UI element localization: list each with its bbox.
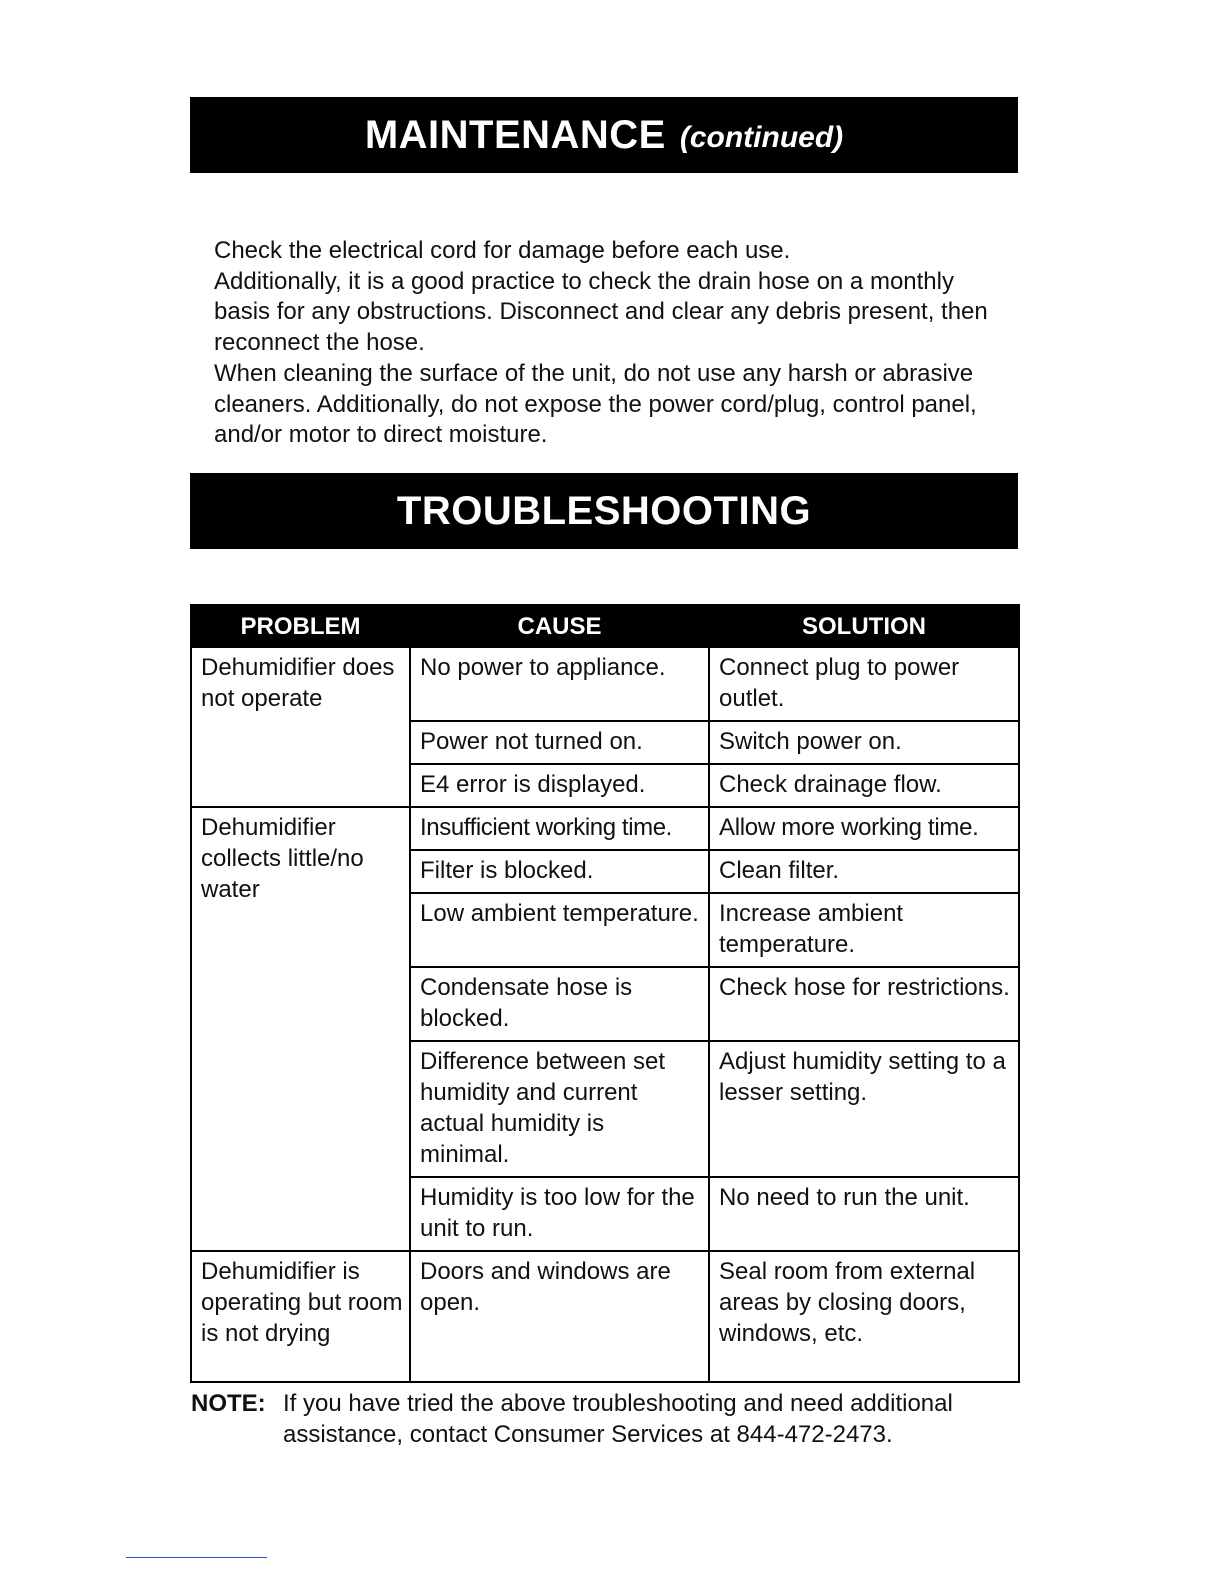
troubleshooting-table: [190, 604, 1020, 1383]
solution-cell: Seal room from external areas by closing doors, windows, etc.: [709, 1251, 1019, 1382]
solution-cell: Clean filter.: [709, 850, 1019, 893]
solution-cell: Connect plug to power outlet.: [709, 647, 1019, 721]
maintenance-banner: [190, 97, 1018, 173]
note-text: If you have tried the above troubleshooting and need additional assistance, contact Consumer Services at 844-472-2473.: [283, 1390, 953, 1448]
problem-cell: Dehumidifier is operating but room is not drying: [191, 1251, 410, 1382]
note-label: NOTE:: [191, 1390, 266, 1417]
table-row: [191, 647, 1019, 721]
footer-divider: [126, 1557, 267, 1558]
maintenance-subtitle: (continued): [679, 121, 844, 154]
cause-cell: Humidity is too low for the unit to run.: [410, 1177, 709, 1251]
header-solution: SOLUTION: [709, 605, 1019, 647]
table-header-row: [191, 605, 1019, 647]
problem-cell: Dehumidifier collects little/no water: [191, 807, 410, 1251]
cause-cell: No power to appliance.: [410, 647, 709, 721]
solution-cell: No need to run the unit.: [709, 1177, 1019, 1251]
header-problem: PROBLEM: [191, 605, 410, 647]
cause-cell: Doors and windows are open.: [410, 1251, 709, 1382]
solution-cell: Allow more working time.: [709, 807, 1019, 850]
table-row: [191, 807, 1019, 850]
cause-cell: Difference between set humidity and current actual humidity is minimal.: [410, 1041, 709, 1177]
solution-cell: Switch power on.: [709, 721, 1019, 764]
cause-cell: Insufficient working time.: [410, 807, 709, 850]
header-cause: CAUSE: [410, 605, 709, 647]
maintenance-paragraph-1: Check the electrical cord for damage before each use.: [214, 237, 791, 264]
note: [191, 1388, 1011, 1450]
maintenance-paragraph-2: Additionally, it is a good practice to check the drain hose on a monthly basis for any obstructions. Disconnect and clear any debris present, then reconnect the hose.: [214, 267, 988, 357]
maintenance-text: [214, 236, 1004, 451]
solution-cell: Increase ambient temperature.: [709, 893, 1019, 967]
maintenance-title: MAINTENANCE: [364, 112, 666, 157]
cause-cell: Filter is blocked.: [410, 850, 709, 893]
problem-cell: Dehumidifier does not operate: [191, 647, 410, 807]
maintenance-paragraph-3: When cleaning the surface of the unit, do not use any harsh or abrasive cleaners. Additionally, do not expose the power cord/plug, control panel, and/or motor to direct moisture.: [214, 359, 977, 449]
troubleshooting-title: TROUBLESHOOTING: [396, 488, 812, 533]
cause-cell: Condensate hose is blocked.: [410, 967, 709, 1041]
solution-cell: Check drainage flow.: [709, 764, 1019, 807]
solution-cell: Adjust humidity setting to a lesser setting.: [709, 1041, 1019, 1177]
cause-cell: Power not turned on.: [410, 721, 709, 764]
table-row: [191, 1251, 1019, 1382]
solution-cell: Check hose for restrictions.: [709, 967, 1019, 1041]
cause-cell: Low ambient temperature.: [410, 893, 709, 967]
cause-cell: E4 error is displayed.: [410, 764, 709, 807]
troubleshooting-banner: [190, 473, 1018, 549]
